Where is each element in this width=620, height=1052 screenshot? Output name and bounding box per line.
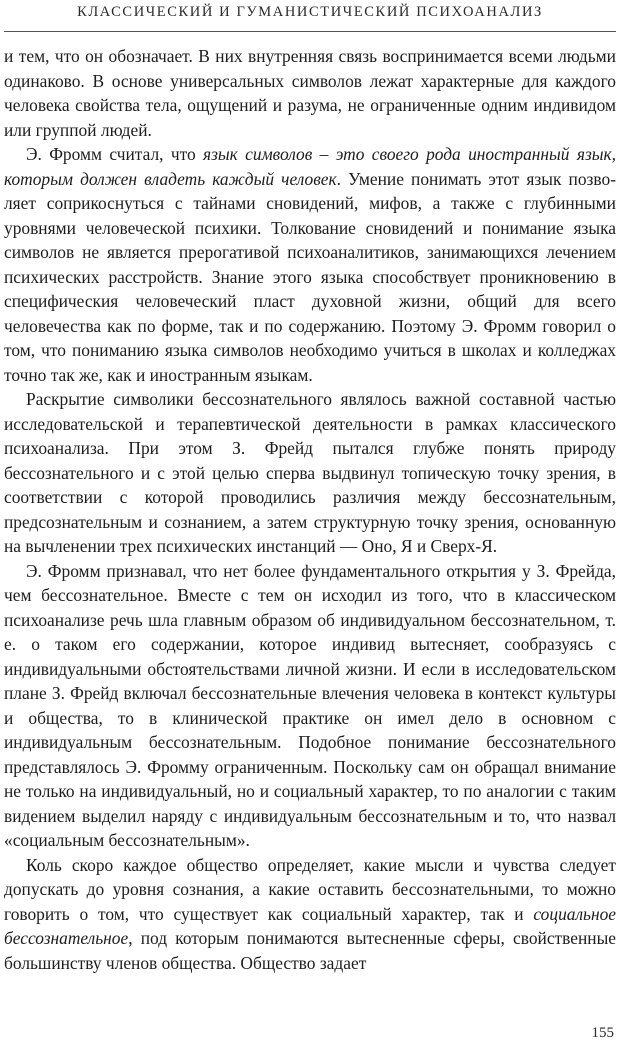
paragraph-2-lead: Э. Фромм считал, что [26,144,204,164]
paragraph-5-italic: социальное бессознательное [4,903,616,948]
paragraph-5 [4,853,616,976]
paragraph-2 [4,142,616,387]
paragraph-2-italic: язык символов – это своего рода иностранный язык, которым должен владеть каждый человек [4,144,616,189]
header-rule [4,31,616,32]
paragraph-5-lead: Коль скоро каждое общество определяет, какие мысли и чувства следует допускать до уровня сознания, а какие оставить бессознательными, то можно говорить о том, что существует как социальный характер, так и [4,854,616,924]
paragraph-3: Раскрытие символики бессознательного являлось важной составной частью исследовательской и терапевтической деятельности в рамках классического психоанализа. При этом З. Фрейд пытался глубже понять природу бессознательного и с этой целью сперва выдвинул топическую точку зрения, в соответствии с которой проводились различия между бессознательным, предсознательным и сознанием, а затем структурную точку зрения, основанную на вычленении трех психических инстанций — Оно, Я и Сверх-Я. [4,389,616,556]
paragraph-5-rest: , под которым понимаются вытесненные сферы, свойственные большинству членов общества. Общество задает [4,928,616,973]
running-head: КЛАССИЧЕСКИЙ И ГУМАНИСТИЧЕСКИЙ ПСИХОАНАЛИЗ [77,4,543,20]
paragraph-4: Э. Фромм признавал, что нет более фундаментального открытия у З. Фрейда, чем бессознательное. Вместе с тем он исходил из того, что в классическом психоанализе речь шла главным образом об индивидуальном бессознательном, т. е. о таком его содержании, которое индивид вытесняет, сообразуясь с индивидуальными обстоятельствами личной жизни. И если в исследовательском плане З. Фрейд включал бессознательные влечения человека в контекст культуры и общества, то в клинической практике он имел дело в основном с индивидуальным бессознательным. Подобное понимание бессознательного представлялось Э. Фромму ограниченным. Поскольку сам он обращал внимание не только на индивидуальный, но и социальный характер, то по аналогии с таким видением выделил наряду с индивидуальным бессознательным и то, что назвал «социальным бессознательным». [4,560,616,850]
paragraph-2-rest: . Умение понимать этот язык позволяет соприкоснуться с тайнами сновидений, мифов, а также с глубинными уровнями человеческой психики. Толкование сновидений и понимание языка символов не является прерогативой психоаналитиков, занимающихся лечением психических расстройств. Знание этого языка способствует проникновению в специфическия человеческий пласт духовной жизни, общий для всего человечества как по форме, так и по содержанию. Поэтому Э. Фромм говорил о том, что пониманию языка символов необходимо учиться в школах и колледжах точно так же, как и иностранным языкам. [4,168,616,385]
main-text [4,44,616,975]
page-number: 155 [591,1025,614,1041]
paragraph-1: и тем, что он обозначает. В них внутренняя связь воспринимается всеми людьми одинаково. В основе универсальных символов лежат характерные для каждого человека свойства тела, ощущений и разума, не ограниченные одним индивидом или группой людей. [4,46,616,140]
